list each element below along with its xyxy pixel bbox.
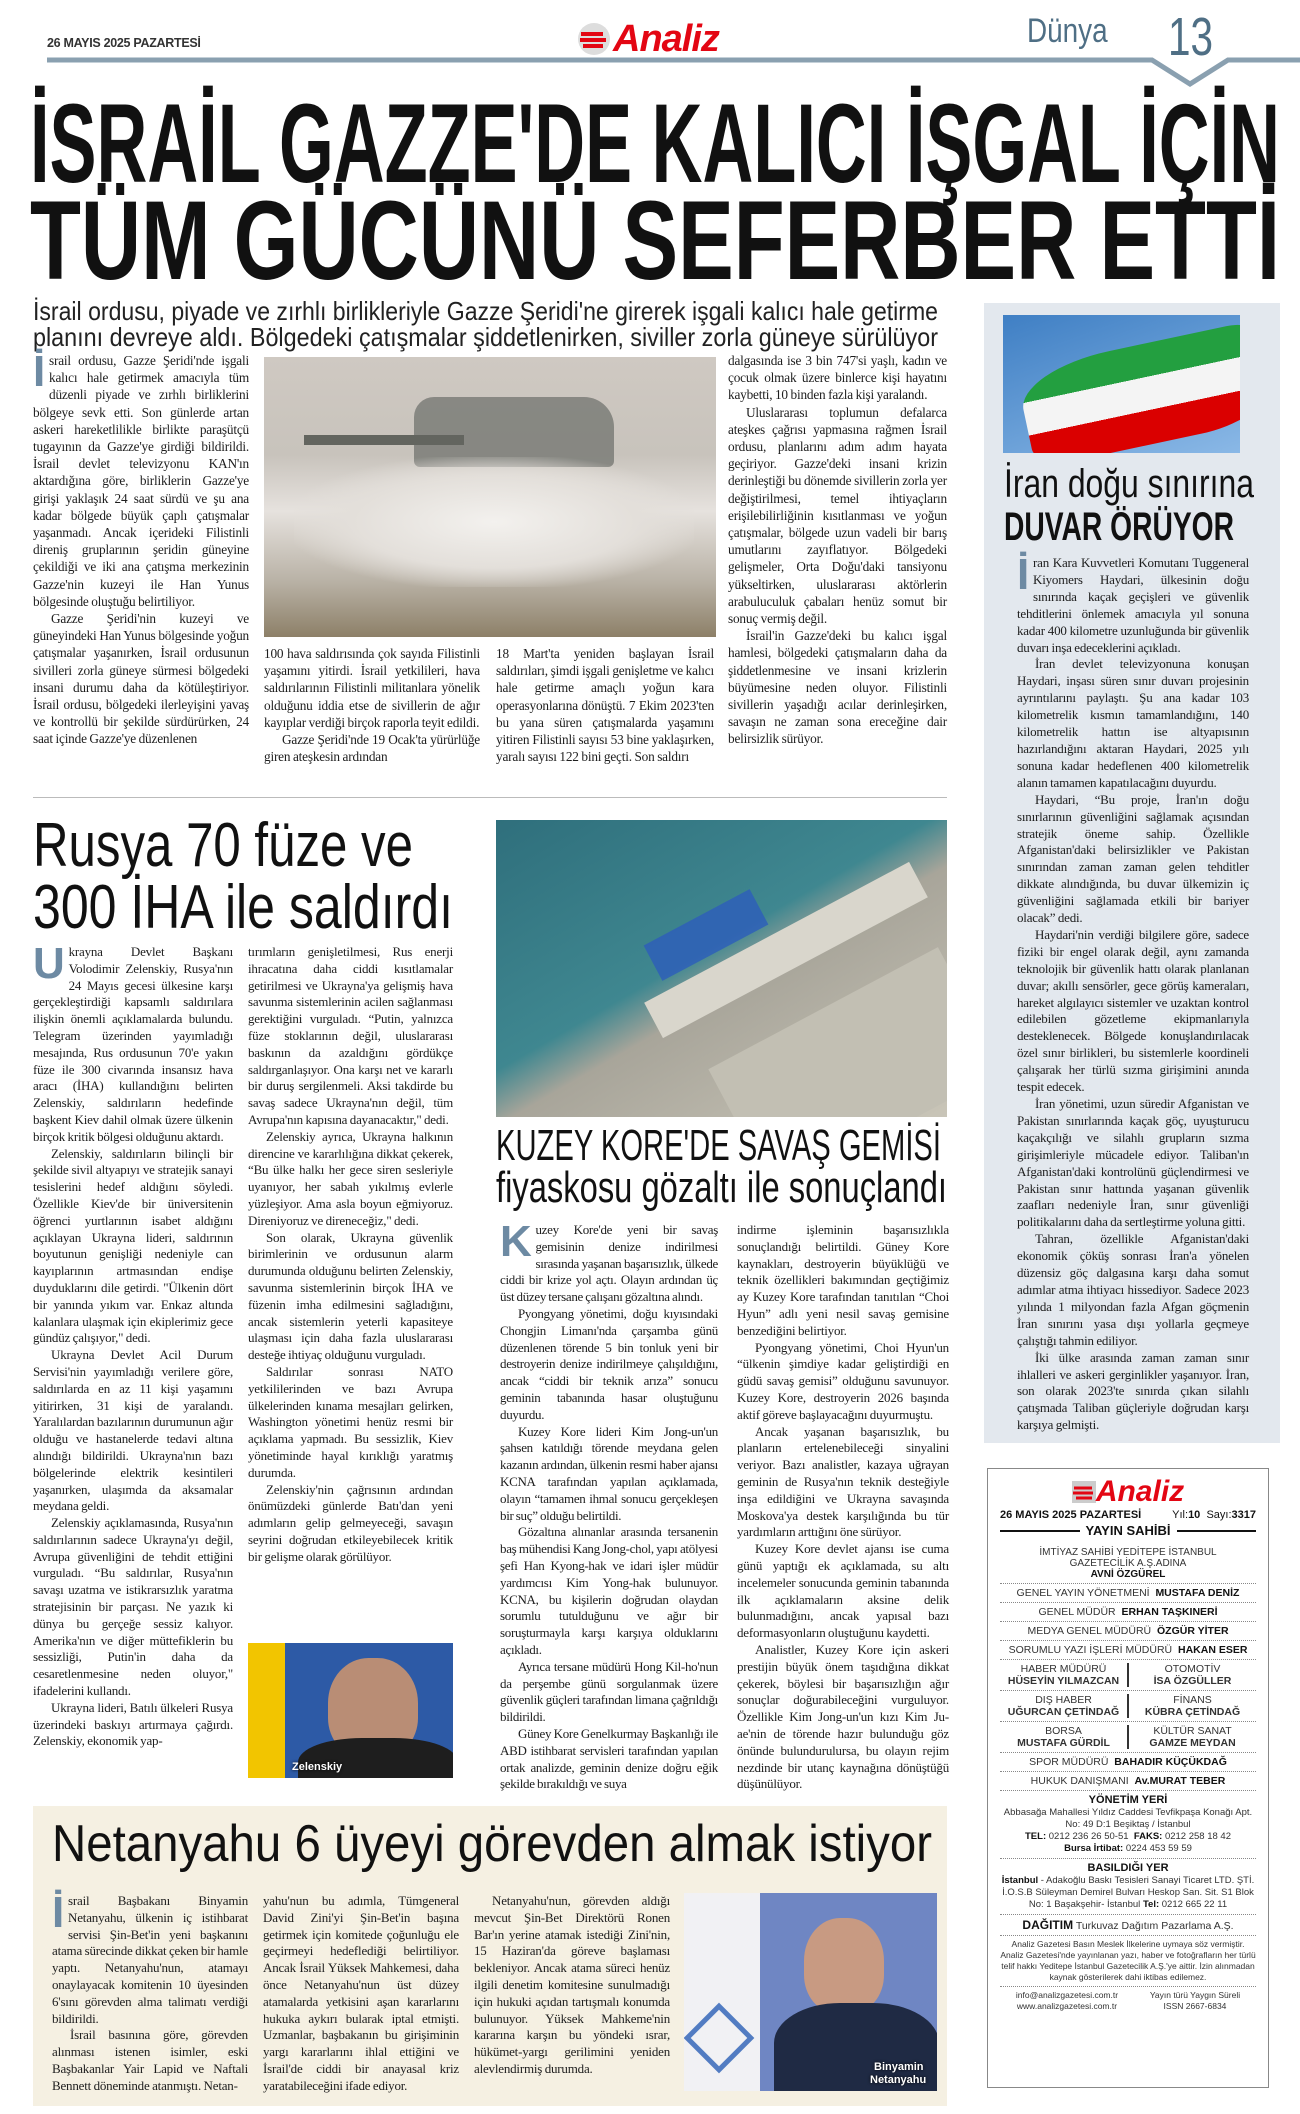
imprint-row: [1000, 1603, 1256, 1622]
deck-text: İsrail ordusu, piyade ve zırhlı birlikleriyle Gazze Şeridi'ne girerek işgali kalıcı hale getirme: [33, 296, 938, 326]
netanyahu-article-col-1: [52, 1888, 249, 2095]
korea-article-col-2: [737, 1222, 949, 1793]
role: SORUMLU YAZI İŞLERİ MÜDÜRÜ: [1008, 1644, 1173, 1656]
paragraph: indirme işleminin başarısızlıkla sonuçlandığı belirtildi. Güney Kore kaynakları, destroyerin büyüklüğü ve teknik özellikleri bakımından geçtiğimiz ay Kuzey Kore tarafından tanıtılan “Choi Hyun” adlı yeni nesil savaş gemisine benzediğini belirtiyor.: [737, 1222, 949, 1338]
paragraph: 100 hava saldırısında çok sayıda Filistinli yaşamını yitirdi. İsrail yetkilileri, hava saldırılarının Filistinli militanlara yönelik olduğunu iddia etse de sivillerin de ağır kayıplar verdiği birçok raporla teyit edildi.: [264, 646, 480, 730]
logo-emblem-icon: [577, 22, 611, 56]
headline-text: İran doğu sınırına: [1004, 462, 1254, 506]
paragraph: Saldırılar sonrası NATO yetkililerinden ve bazı Avrupa ülkelerinden kınama mesajları gelirken, Washington yönetimi henüz resmi bir açıklama yapmadı. Bu sessizlik, Kiev yönetiminde hayal kırıklığı yaratmış durumda.: [248, 1363, 453, 1480]
role: FİNANS: [1173, 1694, 1212, 1706]
office-address: Abbasağa Mahallesi Yıldız Caddesi Tevfikpaşa Konağı Apt. No: 49 D:1 Beşiktaş / İstanbul: [1003, 1807, 1253, 1830]
role: HABER MÜDÜRÜ: [1020, 1663, 1107, 1675]
issn: ISSN 2667-6834: [1163, 2001, 1227, 2011]
paragraph: Ukrayna Devlet Başkanı Volodimir Zelenskiy, Rusya'nın 24 Mayıs gecesi ülkesine karşı gerçekleştirdiği kapsamlı saldırılara ilişkin önemli açıklamalarda bulundu. Telegram üzerinden yayımladığı mesajında, Rus ordusunun 70'e yakın füze ile 300 civarında insansız hava aracı (İHA) kullandığını belirten Zelenskiy, saldırıların hedefinde başkent Kiev dahil olmak üzere ülkenin birçok kritik bölgesi olduğunu aktardı.: [33, 939, 233, 1144]
main-article-col-4: [728, 352, 947, 748]
russia-title-line-1: [33, 811, 512, 880]
photo-caption-line-1: Binyamin: [874, 2061, 924, 2073]
imprint-pair-row: [1000, 1722, 1256, 1753]
person-name: ÖZGÜR YİTER: [1156, 1625, 1229, 1637]
paragraph: İsrail'in Gazze'deki bu kalıcı işgal hamlesi, bölgedeki çatışmaların daha da şiddetlenmesine ve insani krizlerin büyümesine neden oluyor. Filistinli sivillerin yaşadığı acılar derinleşirken, savaşın ne zaman sona ereceğine dair belirsizlik sürüyor.: [728, 628, 947, 747]
print-title: BASILDIĞI YER: [1087, 1862, 1169, 1874]
imprint-row: [1000, 1584, 1256, 1603]
website-link[interactable]: www.analizgazetesi.com.tr: [1016, 2001, 1118, 2011]
issue-label: Sayı:: [1206, 1509, 1232, 1521]
iran-title-line-2: [1004, 505, 1300, 549]
paragraph: yahu'nun bu adımla, Tümgeneral David Zini'yi Şin-Bet'in başına getirmek için komitede çoğunluğu ele geçirmeyi hedeflediği belirtiliyor. Ancak İsrail Yüksek Mahkemesi, daha önce Netanyahu'nun üst düzey atamalarda yetkisini aşan kararlarını hukuka aykırı bularak iptal etmişti. Uzmanlar, başbakanın bu girişiminin yargı kararlarını ihlal ettiğini ve İsrail'de ciddi bir anayasal kriz yaratabileceğini ifade ediyor.: [263, 1893, 459, 2093]
bursa-value: 0224 453 59 59: [1125, 1843, 1192, 1854]
role: GENEL MÜDÜR: [1038, 1606, 1116, 1618]
person-name: UĞURCAN ÇETİNDAĞ: [1007, 1706, 1120, 1718]
netanyahu-photo: [684, 1893, 937, 2091]
role: HUKUK DANIŞMANI: [1030, 1775, 1129, 1787]
imprint-date: 26 MAYIS 2025 PAZARTESİ: [1000, 1509, 1142, 1521]
issue-date: 26 MAYIS 2025 PAZARTESİ: [47, 36, 201, 50]
imprint-row: [1000, 1622, 1256, 1641]
paragraph: Son olarak, Ukrayna güvenlik birimlerinin ve ordusunun alarm durumunda olduğunu belirten Zelenskiy, savunma sistemlerinin birçok İHA ve füzenin imha edilmesini sağladığını, ancak sistemlerin yeterli kapasiteye ulaşması için daha fazla uluslararası desteğe ihtiyaç olduğunu vurguladı.: [248, 1229, 453, 1363]
print-tel: 0212 665 22 11: [1161, 1899, 1228, 1910]
paragraph: Kuzey Kore'de yeni bir savaş gemisinin denize indirilmesi sırasında yaşanan başarısızlık, ülkede ciddi bir krize yol açtı. Olayın ardından üç üst düzey tersane çalışanı gözaltına alındı.: [500, 1217, 718, 1305]
person-name: ERHAN TAŞKINERİ: [1121, 1606, 1218, 1618]
paragraph: Ukrayna Devlet Acil Durum Servisi'nin yayımladığı verilere göre, saldırılarda en az 11 kişi yaşamını yitirirken, 31 kişi de yaralandı. Yaralılardan bazılarının durumunun ağır olduğu ve hastanelerde tedavi altına alındığı bildirildi. Ukrayna'nın bazı bölgelerinde elektrik kesintileri yaşanırken, ulaşımda da aksamalar meydana geldi.: [33, 1347, 233, 1514]
iran-flag-photo: [1003, 315, 1240, 453]
iran-article-body: [1017, 550, 1249, 1434]
zelenskiy-photo: [248, 1643, 453, 1778]
section-divider: [33, 797, 947, 798]
role: SPOR MÜDÜRÜ: [1029, 1756, 1109, 1768]
legal-notice: Analiz Gazetesi Basın Meslek İlkelerine uymaya söz vermiştir. Analiz Gazetesi'nde yayınlanan yazı, haber ve fotoğrafların her türlü telif hakkı Yeditepe İstanbul Gazetecilik A.Ş.'ye aittir. İzin alınmadan kaynak gösterilerek dahi iktibas edilemez.: [1000, 1936, 1256, 1987]
fax-label: FAKS:: [1133, 1831, 1163, 1842]
korea-title-line-2: [496, 1163, 1103, 1212]
paragraph: Zelenskiy, saldırıların bilinçli bir şekilde sivil altyapıyı ve stratejik sanayi tesislerini hedef aldığını söyledi. Özellikle Kiev'de bir üniversitenin öğrenci yurtlarının isabet aldığını açıklayan Ukrayna lideri, saldırının boyutunun genişliği nedeniyle can kayıplarının artmasından endişe duyduklarını dile getirdi. "Ülkenin dört bir yanında yıkım var. Enkaz altında kalanlara ulaşmak için ekiplerimiz gece gündüz çalışıyor," dedi.: [33, 1145, 233, 1346]
print-tel-label: Tel:: [1142, 1899, 1160, 1910]
tank-photo: [264, 357, 716, 637]
imprint-title: YAYIN SAHİBİ: [1085, 1523, 1171, 1538]
logo-emblem-icon: [1072, 1481, 1096, 1503]
print-city: İstanbul: [1001, 1875, 1039, 1886]
role: BORSA: [1045, 1725, 1082, 1737]
paragraph: Uluslararası toplumun defalarca ateşkes çağrısı yapmasına rağmen İsrail ordusu, planlarını adım adım hayata geçiriyor. Gazze'deki insani krizin derinleştiği bu dönemde sivillerin zorla yer değiştirilmesi, temel ihtiyaçların erişilebilirliğinin kısıtlanması ve yoğun çatışmalar, bölgede uzun vadeli bir barış umutlarını zayıflatıyor. Bölgedeki gelişmeler, Orta Doğu'daki tansiyonu yükseltirken, uluslararası aktörlerin arabuluculuk çabaları henüz somut bir sonuç vermiş değil.: [728, 404, 947, 627]
issue-value: 3317: [1231, 1509, 1256, 1521]
year-value: 10: [1188, 1509, 1201, 1521]
korea-title-line-1: [496, 1121, 1167, 1170]
netanyahu-article-col-3: [474, 1893, 670, 2078]
main-article-col-1: [33, 347, 249, 748]
paragraph: Haydari'nin verdiği bilgilere göre, sadece fiziki bir engel olarak değil, aynı zamanda teknolojik bir güvenlik hattı olarak planlanan duvar; akıllı sensörler, gece görüş kameraları, hareket algılayıcı sistemler ve uzaktan kontrol edilebilen gözetleme ekipmanlarıyla desteklenecek. Bölgede konuşlandırılacak özel sınır birlikleri, bu sistemlerle koordineli çalışarak her türlü sızma girişimini anında tespit edecek.: [1017, 926, 1249, 1095]
contact-email[interactable]: info@analizgazetesi.com.tr: [1015, 1990, 1119, 2000]
role: OTOMOTİV: [1164, 1663, 1221, 1675]
paragraph: Zelenskiy açıklamasında, Rusya'nın saldırılarının sadece Ukrayna'yı değil, Avrupa güvenliğini de tehdit ettiğini vurguladı. “Bu saldırılar, Rusya'nın savaşı uzatma ve istikrarsızlık yaratma stratejisinin bir parçası. Ne yazık ki dünya bu gerçeğe sessiz kalıyor. Amerika'nın ve diğer müttefiklerin bu sessizliği, Putin'in daha da cesaretlenmesine neden oluyor," ifadelerini kullandı.: [33, 1515, 233, 1699]
paragraph: Kuzey Kore devlet ajansı ise cuma günü yaptığı ek açıklamada, su altı incelemeler sonucunda geminin tabanında ilk açıklamaların aksine delik bulunmadığını, ancak yapısal bazı deformasyonların oluştuğunu kaydetti.: [737, 1541, 949, 1641]
fax-value: 0212 258 18 42: [1164, 1831, 1231, 1842]
publication-type: Yayın türü Yaygın Süreli: [1149, 1990, 1241, 2000]
netanyahu-title: [52, 1814, 1017, 1874]
paragraph: dalgasında ise 3 bin 747'si yaşlı, kadın ve çocuk olmak üzere binlerce kişi hayatını kaybetti, 10 binden fazla kişi yaralandı.: [728, 353, 947, 403]
person-name: KÜBRA ÇETİNDAĞ: [1144, 1706, 1241, 1718]
imprint-row: [1000, 1641, 1256, 1660]
role: MEDYA GENEL MÜDÜRÜ: [1027, 1625, 1152, 1637]
year-label: Yıl:: [1172, 1509, 1189, 1521]
paragraph: İki ülke arasında zaman zaman sınır ihlalleri ve askeri gerginlikler yaşanıyor. İran, son olarak 2023'te sınırda çıkan silahlı çatışmada Taliban güçleriyle doğrudan karşı karşıya gelmişti.: [1017, 1349, 1249, 1433]
paragraph: İsrail ordusu, Gazze Şeridi'nde işgali kalıcı hale getirmek amacıyla tüm düzenli piyade ve zırhlı birliklerini bölgeye sevk etti. Son günlerde artan askeri hareketlilikle birlikte paraşütçü tugayının da Gazze'ye girdiği bildirildi. İsrail devlet televizyonu KAN'ın aktardığına göre, birliklerin Gazze'ye girişi yaklaşık 24 saat sürdü ve şu ana kadar bölgede büyük çaplı çatışmalar yaşanmadı. Ancak içerideki Filistinli direniş gruplarının şeridin güneyine çekildiği ve iki ana çatışma merkezinin Gazze'nin kuzeyi ile Han Yunus bölgesinde oluştuğu belirtiliyor.: [33, 347, 249, 609]
headline-text: 300 İHA ile saldırdı: [33, 873, 453, 942]
page-number: 13: [1168, 7, 1214, 67]
main-headline-line-2: [30, 178, 1300, 303]
paragraph: Ancak yaşanan başarısızlık, bu planların ertelenebileceği sinyalini veriyor. Bazı analistler, kazaya uğrayan geminin de Rusya'nın teknik desteğiyle inşa edildiğini ve Ukrayna savaşında Moskova'ya destek karşılığında bu tür yardımların arttığını öne sürüyor.: [737, 1423, 949, 1540]
role: DIŞ HABER: [1035, 1694, 1092, 1706]
headline-text: fiyaskosu gözaltı ile sonuçlandı: [496, 1163, 947, 1212]
imprint-pair-row: [1000, 1691, 1256, 1722]
headline-text: Netanyahu 6 üyeyi görevden almak istiyor: [52, 1815, 932, 1873]
headline-text: DUVAR ÖRÜYOR: [1004, 505, 1234, 549]
tel-value: 0212 236 26 50-51: [1048, 1831, 1129, 1842]
role: GENEL YAYIN YÖNETMENİ: [1016, 1587, 1150, 1599]
main-article-col-2: [264, 645, 480, 765]
paragraph: Zelenskiy'nin çağrısının ardından önümüzdeki günlerde Batı'dan yeni adımların gelip gelmeyeceği, savaşın seyrini doğrudan etkileyebilecek kritik bir gelişme olarak görülüyor.: [248, 1481, 453, 1564]
paragraph: İsrail Başbakanı Binyamin Netanyahu, ülkenin iç istihbarat servisi Şin-Bet'in yeni başkanını atama sürecinde dikkat çeken bir hamle yaptı. Netanyahu'nun, atamayı onaylayacak komitenin 10 üyesinden 6'sını görevden alma talimatı verdiği bildirildi.: [52, 1888, 249, 2026]
paragraph: Netanyahu'nun, görevden aldığı mevcut Şin-Bet Direktörü Ronen Bar'ın yerine atamak istediği Zini'nin, 15 Haziran'da göreve başlaması bekleniyor. Ancak atama süreci henüz ilgili denetim komitesine sunulmadığı için hukuki açıdan tartışmalı konumda bulunuyor. Yüksek Mahkeme'nin kararına karşın bu yöndeki ısrar, hükümet-yargı gerilimini yeniden alevlendirmiş durumda.: [474, 1893, 670, 2076]
office-title: YÖNETİM YERİ: [1088, 1794, 1168, 1806]
person-name: BAHADIR KÜÇÜKDAĞ: [1114, 1756, 1227, 1768]
paragraph: Pyongyang yönetimi, Choi Hyun'un “ülkenin şimdiye kadar geliştirdiği en güdü savaş gemisi” olduğunu savunuyor. Kuzey Kore, destroyerin 2026 başında aktif göreve başlayacağını duyurmuştu.: [737, 1339, 949, 1422]
paragraph: İran devlet televizyonuna konuşan Haydari, inşası süren sınır duvarı projesinin ayrıntılarını paylaştı. Şu ana kadar 103 kilometrelik kısmın tamamlandığını, 140 kilometrelik hattın ise altyapısının hazırlandığını aktaran Haydari, 2025 yılı sonuna kadar hedeflenen 400 kilometrelik alanın tamamen kapatılacağını duyurdu.: [1017, 656, 1249, 790]
paragraph: İsrail basınına göre, görevden alınması istenen isimler, eski Başbakanlar Yair Lapid ve Naftali Bennett döneminde atanmıştı. Netan-: [52, 2027, 248, 2093]
tel-label: TEL:: [1025, 1831, 1047, 1842]
imprint-logo-text: Analiz: [1095, 1475, 1185, 1508]
korea-article-col-1: [500, 1217, 718, 1793]
logo-text: Analiz: [613, 17, 719, 60]
photo-caption: Zelenskiy: [292, 1761, 343, 1773]
paragraph: Pyongyang yönetimi, doğu kıyısındaki Chongjin Limanı'nda çarşamba günü düzenlenen törende 5 bin tonluk yeni bir destroyerin denize indirilmeye çalışıldığını, ancak “ciddi bir teknik arıza” sonucu geminin tabanında hasar oluştuğunu duyurdu.: [500, 1305, 718, 1422]
paragraph: Ayrıca tersane müdürü Hong Kil-ho'nun da perşembe günü sorgulanmak üzere güvenlik güçleri tarafından limana çağrıldığı bildirildi.: [500, 1658, 718, 1725]
paragraph: Güney Kore Genelkurmay Başkanlığı ile ABD istihbarat servisleri tarafından yapılan ortak analizde, geminin denize doğru eğik şekilde bırakıldığı ve suya: [500, 1725, 718, 1792]
paragraph: Analistler, Kuzey Kore için askeri prestijin büyük önem taşıdığına dikkat çekerek, böylesi bir başarısızlığın ağır sonuçlar doğurabileceğini vurguluyor. Özellikle Kim Jong-un'un kızı Kim Ju-ae'nin de törende hazır bulunduğu göz önünde bulundurulursa, bu olayın rejim nezdinde bir utanç kaynağına dönüştüğü düşünülüyor.: [737, 1641, 949, 1792]
main-article-col-3: [496, 645, 714, 765]
person-name: MUSTAFA DENİZ: [1155, 1587, 1240, 1599]
paragraph: Gazze Şeridi'nin kuzeyi ve güneyindeki Han Yunus bölgesinde yoğun çatışmalar yaşanırken, İsrail ordusunun sivilleri zorla güneye sürmesi bölgedeki insani durumu daha da kötüleştiriyor. İsrail ordusu, bölgedeki ilerleyişini yavaş ve kontrollü bir şekilde sürdürürken, 24 saat içinde Gazze'ye düzenlenen: [33, 611, 249, 747]
photo-caption-line-2: Netanyahu: [870, 2074, 927, 2086]
distribution-label: DAĞITIM: [1022, 1918, 1074, 1932]
section-name: Dünya: [1027, 12, 1108, 50]
imprint-logo: [1000, 1477, 1256, 1507]
person-name: Av.MURAT TEBER: [1134, 1775, 1226, 1787]
owner-name: AVNİ ÖZGÜREL: [1090, 1569, 1166, 1580]
paragraph: tırımların genişletilmesi, Rus enerji ihracatına daha ciddi kısıtlamalar getirilmesi ve Ukrayna'ya gelişmiş hava savunma sistemlerinin acilen sağlanması gerektiğini vurguladı. “Putin, yalnızca füze stoklarının değil, uluslararası baskının da azaldığını gördükçe saldırganlaşıyor. Ona karşı net ve kararlı bir duruş sergilenmeli. Aksi takdirde bu savaş sadece Ukrayna'nın değil, tüm Avrupa'nın kapısına dayanacaktır," dedi.: [248, 944, 453, 1127]
headline-text: İSRAİL GAZZE'DE KALICI İŞGAL İÇİN: [30, 81, 1280, 206]
iran-title-line-1: [1004, 462, 1300, 506]
imprint-row: [1000, 1753, 1256, 1772]
paragraph: Zelenskiy ayrıca, Ukrayna halkının direncine ve kararlılığına dikkat çekerek, “Bu ülke halkı her gece siren sesleriyle uyanıyor, her sabah yıkılmış evlerle yüzleşiyor. Ama asla boyun eğmiyoruz. Direniyoruz ve direneceğiz," dedi.: [248, 1128, 453, 1228]
headline-text: Rusya 70 füze ve: [33, 811, 413, 880]
distribution-value: Turkuvaz Dağıtım Pazarlama A.Ş.: [1075, 1920, 1234, 1932]
russia-article-col-2: [248, 944, 453, 1565]
russia-article-col-1: [33, 939, 233, 1750]
paragraph: Gözaltına alınanlar arasında tersanenin baş mühendisi Kang Jong-chol, yapı atölyesi şefi Han Kyong-hak ve idari işler müdür yardımcısı Kim Yong-hak bulunuyor. KCNA, bu kişilerin doğrudan olaydan sorumlu tutulduğunu ve ağır bir soruşturmayla karşı karşıya olduklarını açıkladı.: [500, 1524, 718, 1657]
person-name: MUSTAFA GÜRDİL: [1017, 1737, 1110, 1749]
owner-line: İMTİYAZ SAHİBİ YEDİTEPE İSTANBUL: [1039, 1547, 1217, 1558]
deck-text: planını devreye aldı. Bölgedeki çatışmalar şiddetlenirken, siviller zorla güneye sürülüyor: [33, 322, 938, 352]
port-satellite-photo: [496, 820, 947, 1117]
headline-text: TÜM GÜCÜNÜ SEFERBER ETTİ: [30, 178, 1280, 303]
owner-line: GAZETECİLİK A.Ş.ADINA: [1069, 1558, 1187, 1569]
bursa-label: Bursa İrtibat:: [1064, 1843, 1124, 1854]
imprint-row: [1000, 1772, 1256, 1791]
role: KÜLTÜR SANAT: [1153, 1725, 1232, 1737]
paragraph: Ukrayna lideri, Batılı ülkeleri Rusya üzerindeki baskıyı artırmaya çağırdı. Zelenskiy, ekonomik yap-: [33, 1699, 233, 1749]
paragraph: Tahran, özellikle Afganistan'daki ekonomik çöküş sonrası İran'a yönelen düzensiz göç dalgasına karşı daha somut adımlar atma ihtiyacı hissediyor. Sadece 2023 yılında 1 milyondan fazla Afgan göçmenin İran sınırını yasa dışı yollarla geçmeye çalıştığı tahmin ediliyor.: [1017, 1231, 1249, 1348]
paragraph: İran Kara Kuvvetleri Komutanı Tuggeneral Kiyomers Haydari, ülkesinin doğu sınırında kaçak geçişleri ve güvenlik tehditlerini önlemek amacıyla yıl sonuna kadar 400 kilometre uzunluğunda bir güvenlik duvarı inşa edeceklerini açıkladı.: [1017, 550, 1249, 655]
print-address: - Adakoğlu Baskı Tesisleri Sanayi Ticaret LTD. ŞTİ. İ.O.S.B Süleyman Demirel Bulvarı Heskop San. Sit. S1 Blok No: 1 Başakşehir- İstanbul: [1002, 1875, 1255, 1910]
netanyahu-article-col-2: [263, 1893, 459, 2095]
paragraph: Haydari, “Bu proje, İran'ın doğu sınırlarının güvenliğini sağlamak açısından stratejik öneme sahip. Özellikle Afganistan'daki belirsizlikler ve Pakistan sınırından zaman zaman gelen tehditler dikkate alındığında, bu duvar ülkemizin iç güvenliğini sağlamada etkili bir bariyer olacak” dedi.: [1017, 791, 1249, 926]
paragraph: Gazze Şeridi'nde 19 Ocak'ta yürürlüğe giren ateşkesin ardından: [264, 732, 480, 765]
main-deck-line-2: [33, 322, 1040, 352]
headline-text: KUZEY KORE'DE SAVAŞ GEMİSİ: [496, 1121, 941, 1170]
person-name: HÜSEYİN YILMAZCAN: [1007, 1675, 1120, 1687]
paragraph: İran yönetimi, uzun süredir Afganistan ve Pakistan sınırlarında kaçak göç, uyuşturucu kaçakçılığı ve silahlı grupların sızma girişimleriyle mücadele ediyor. Taliban'ın Afganistan'daki kontrolünü güçlendirmesi ve Pakistan sınır hattında yaşanan güvenlik zaafları nedeniyle İran, sınır güvenliği politikalarını daha da sertleştirme yoluna gitti.: [1017, 1096, 1249, 1230]
person-name: İSA ÖZGÜLLER: [1153, 1675, 1232, 1687]
person-name: HAKAN ESER: [1177, 1644, 1248, 1656]
russia-title-line-2: [33, 873, 553, 942]
imprint-box: [987, 1468, 1269, 2088]
paragraph: 18 Mart'ta yeniden başlayan İsrail saldırıları, şimdi işgali genişletme ve kalıcı hale getirme amaçlı yoğun kara operasyonlarına dönüştü. 7 Ekim 2023'ten bu yana süren çatışmalarda yaşamını yitiren Filistinli sayısı 53 bine yaklaşırken, yaralı sayısı 122 bini geçti. Son saldırı: [496, 646, 714, 765]
imprint-pair-row: [1000, 1660, 1256, 1691]
paragraph: Kuzey Kore lideri Kim Jong-un'un şahsen katıldığı törende meydana gelen kazanın ardından, ülkenin resmi haber ajansı KCNA tarafından yapılan açıklamada, olayın “tamamen ihmal sonucu gerçekleşen bir suç” olduğu belirtildi.: [500, 1423, 718, 1523]
person-name: GAMZE MEYDAN: [1149, 1737, 1236, 1749]
